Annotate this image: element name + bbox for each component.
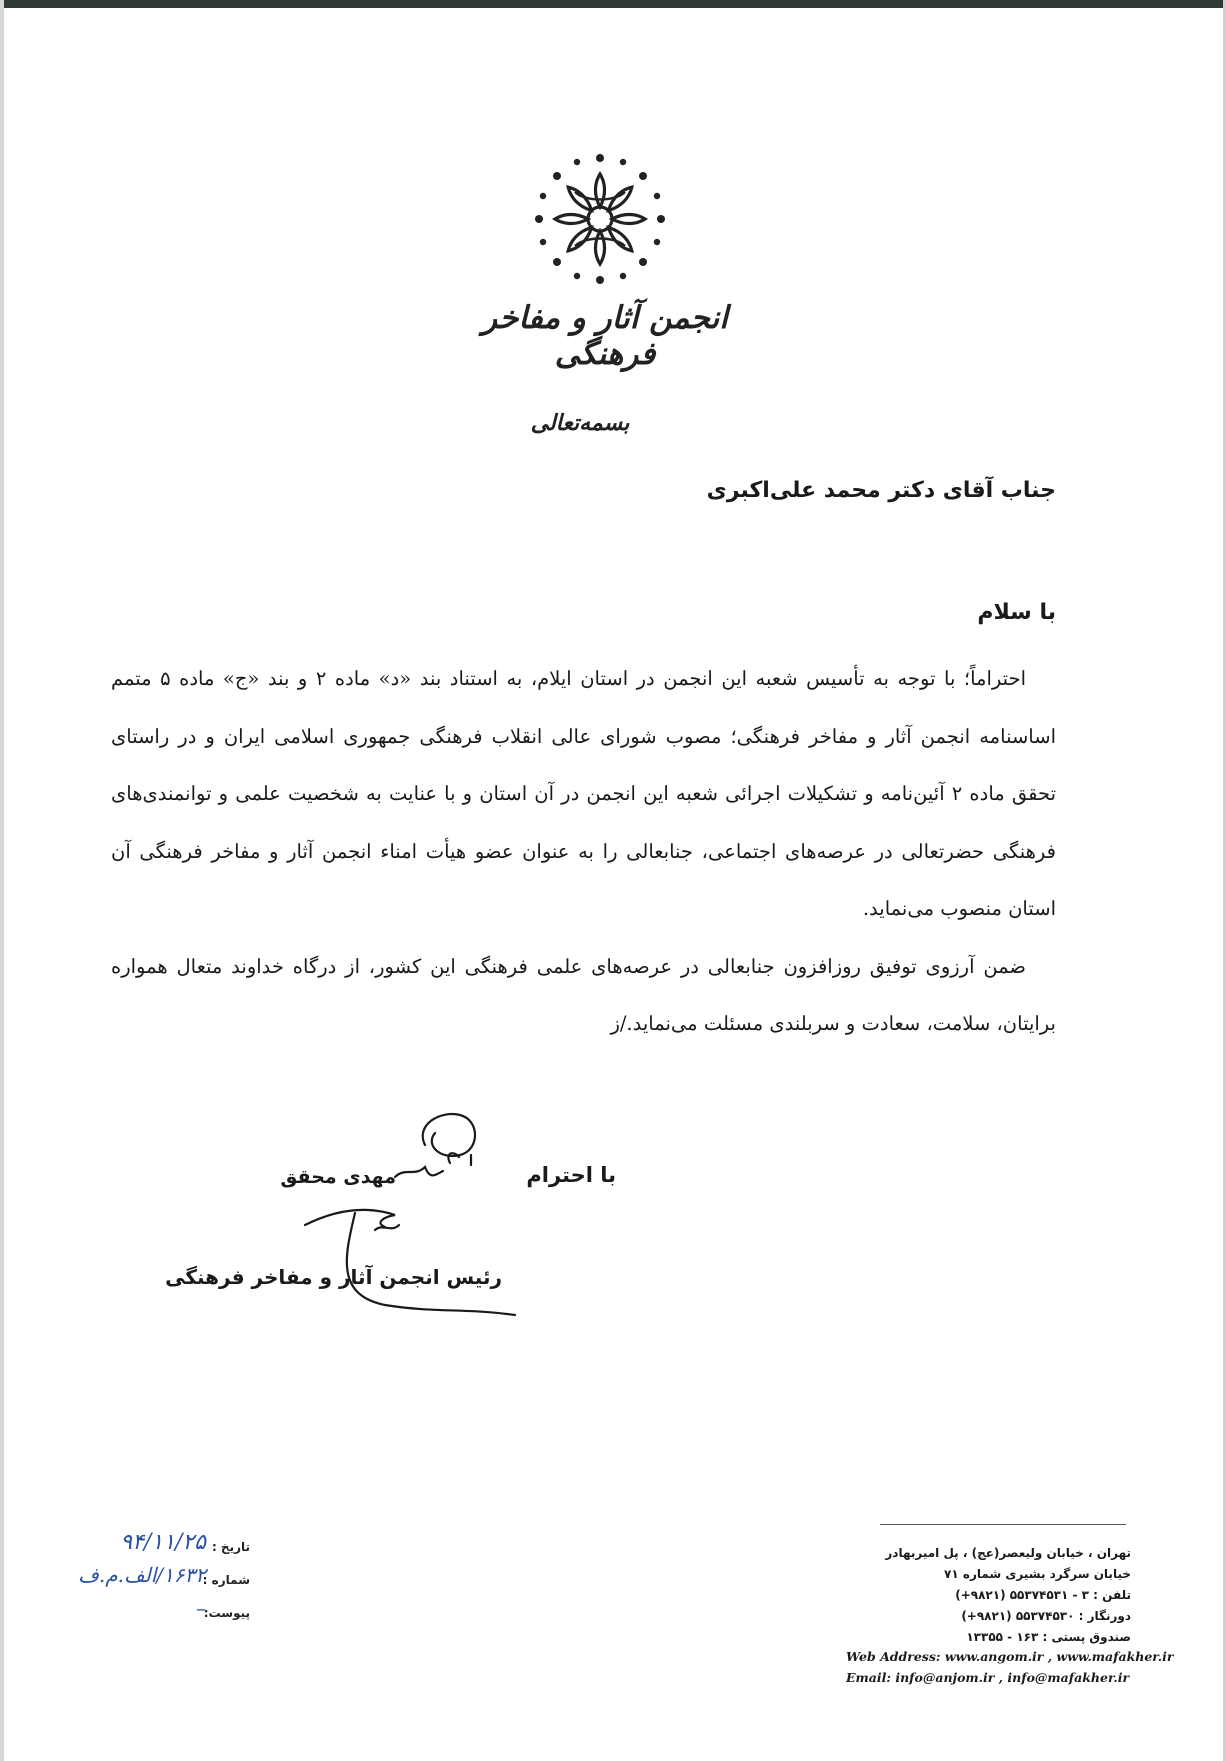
body-paragraph: ضمن آرزوی توفیق روزافزون جنابعالی در عرصه‌های علمی فرهنگی این کشور، از درگاه خداوند متعال همواره برایتان، سلامت، سعادت و سربلندی مسئلت می‌نماید./ز [111, 954, 1056, 1035]
salutation: با سلام [977, 600, 1056, 625]
date-value: ۹۴/۱۱/۲۵ [120, 1530, 206, 1555]
attachment-label: پیوست: [203, 1606, 250, 1620]
footer-address [885, 1543, 1131, 1648]
address-line: خیابان سرگرد بشیری شماره ۷۱ [944, 1567, 1131, 1581]
letter-meta [40, 1530, 250, 1629]
signer-title: رئیس انجمن آثار و مفاخر فرهنگی [165, 1265, 502, 1289]
organization-name: انجمن آثار و مفاخر فرهنگی [482, 300, 728, 372]
fax-line: دورنگار : ۵۵۳۷۴۵۳۰ (۹۸۲۱+) [961, 1609, 1131, 1623]
phone-line: تلفن : ۳ - ۵۵۳۷۴۵۳۱ (۹۸۲۱+) [955, 1588, 1131, 1602]
footer-contact [846, 1646, 1173, 1688]
number-label: شماره : [202, 1573, 250, 1587]
closing-phrase: با احترام [526, 1163, 616, 1187]
email-address: Email: info@anjom.ir , info@mafakher.ir [846, 1670, 1130, 1685]
scan-edge-left [0, 0, 4, 1761]
attachment-value: – [196, 1596, 206, 1620]
date-row [40, 1530, 250, 1563]
scan-edge-top [0, 0, 1226, 8]
date-label: تاریخ : [211, 1540, 250, 1554]
footer-divider [880, 1524, 1126, 1525]
body-paragraph: احتراماً؛ با توجه به تأسیس شعبه این انجمن در استان ایلام، به استناد بند «د» ماده ۲ و بند «ج» ماده ۵ متمم اساسنامه انجمن آثار و مفاخر فرهنگی؛ مصوب شورای عالی انقلاب فرهنگی جمهوری اسلامی ایران و در راستای تحقق ماده ۲ آئین‌نامه و تشکیلات اجرائی شعبه این انجمن در آن استان و با عنایت به شخصیت علمی و توانمندی‌های فرهنگی حضرتعالی در عرصه‌های اجتماعی، جنابعالی را به عنوان عضو هیأت امناء انجمن آثار و مفاخر فرهنگی آن استان منصوب می‌نماید. [111, 667, 1056, 920]
po-box-line: صندوق پستی : ۱۶۳ - ۱۳۳۵۵ [966, 1630, 1131, 1644]
recipient-line: جناب آقای دکتر محمد علی‌اکبری [706, 478, 1056, 503]
signer-name: مهدی محقق [280, 1166, 396, 1188]
number-value: ۱۶۳۲/الف.م.ف [78, 1563, 206, 1587]
address-line: تهران ، خیابان ولیعصر(عج) ، پل امیربهادر [885, 1546, 1131, 1560]
number-row [40, 1563, 250, 1596]
letter-body [111, 650, 1056, 1053]
web-address: Web Address: www.angom.ir , www.mafakher.ir [846, 1649, 1174, 1664]
attachment-row [40, 1596, 250, 1629]
emblem-logo-icon [535, 152, 665, 287]
bismillah-heading: بسمه‌تعالی [530, 410, 630, 436]
